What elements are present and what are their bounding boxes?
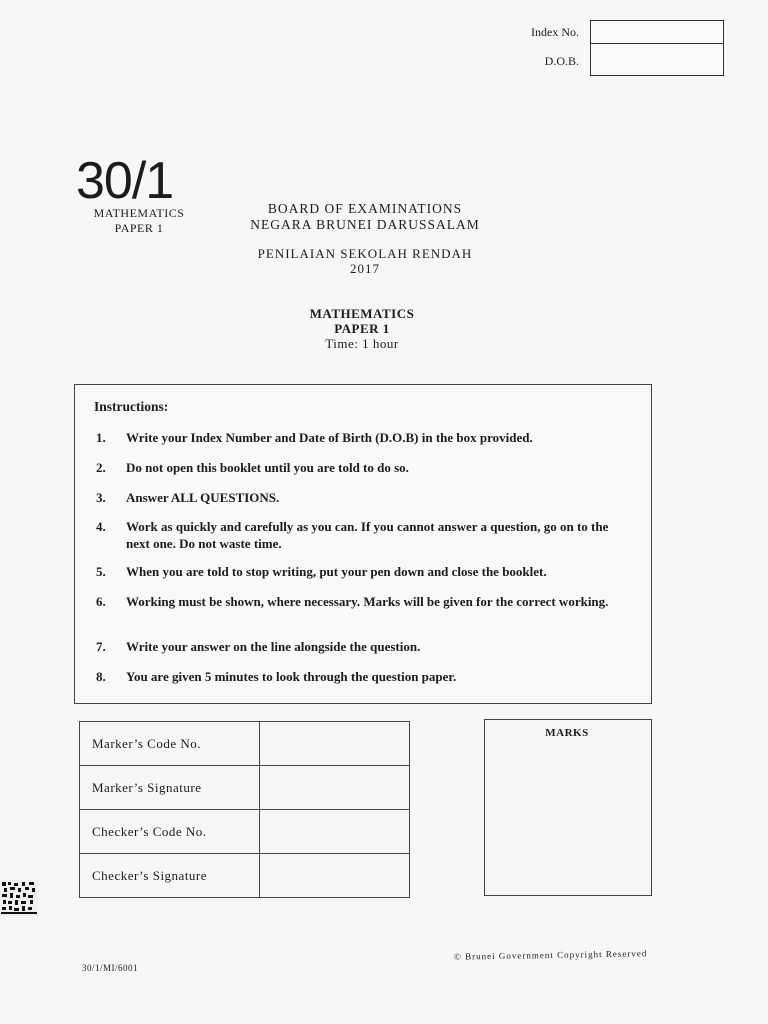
board-line-1: BOARD OF EXAMINATIONS (267, 201, 463, 216)
marks-title: MARKS (545, 727, 589, 739)
subject-header (262, 306, 462, 336)
subject-name: MATHEMATICS (309, 306, 415, 321)
side-subject (84, 206, 194, 236)
side-subject-name: MATHEMATICS (93, 206, 185, 220)
board-line-2: NEGARA BRUNEI DARUSSALAM (250, 217, 480, 232)
dob-label: D.O.B. (544, 54, 579, 68)
index-number-field[interactable] (590, 20, 724, 44)
table-row (80, 854, 410, 898)
dob-field[interactable] (590, 43, 724, 76)
marks-box[interactable] (484, 719, 652, 896)
paper-serial: 30/1/MI/6001 (82, 963, 139, 973)
checker-signature-label: Checker’s Signature (80, 854, 260, 898)
exam-time: Time: 1 hour (325, 336, 399, 351)
checker-code-field[interactable] (260, 810, 410, 854)
barcode-icon (0, 880, 38, 916)
checker-code-label: Checker’s Code No. (80, 810, 260, 854)
marker-code-field[interactable] (260, 722, 410, 766)
exam-year: 2017 (350, 261, 380, 276)
board-header (230, 201, 500, 233)
table-row (80, 722, 410, 766)
copyright-notice: © Brunei Government Copyright Reserved (453, 948, 648, 962)
index-number-label: Index No. (531, 25, 579, 39)
instruction-item: 7. Write your answer on the line alongside the question. (96, 639, 421, 654)
instruction-item: 2. Do not open this booklet until you are told to do so. (96, 460, 409, 475)
table-row (80, 766, 410, 810)
marker-signature-label: Marker’s Signature (80, 766, 260, 810)
exam-name: PENILAIAN SEKOLAH RENDAH (257, 246, 473, 261)
table-row (80, 810, 410, 854)
marker-table (79, 721, 410, 898)
marker-code-label: Marker’s Code No. (80, 722, 260, 766)
checker-signature-field[interactable] (260, 854, 410, 898)
side-subject-paper: PAPER 1 (114, 221, 164, 235)
instruction-item: 5. When you are told to stop writing, put your pen down and close the booklet. (96, 564, 547, 579)
instructions-title: Instructions: (94, 399, 169, 414)
instruction-item: 6. Working must be shown, where necessary. Marks will be given for the correct working. (96, 594, 609, 609)
subject-paper: PAPER 1 (334, 321, 390, 336)
instruction-item: 3. Answer ALL QUESTIONS. (96, 490, 280, 505)
exam-header (230, 246, 500, 276)
paper-code: 30/1 (76, 152, 174, 210)
instruction-item: 1. Write your Index Number and Date of Birth (D.O.B) in the box provided. (96, 430, 533, 445)
instruction-item: 4. Work as quickly and carefully as you can. If you cannot answer a question, go on to the next one. Do not waste time. (96, 519, 609, 551)
instruction-item: 8. You are given 5 minutes to look through the question paper. (96, 669, 457, 684)
marker-signature-field[interactable] (260, 766, 410, 810)
